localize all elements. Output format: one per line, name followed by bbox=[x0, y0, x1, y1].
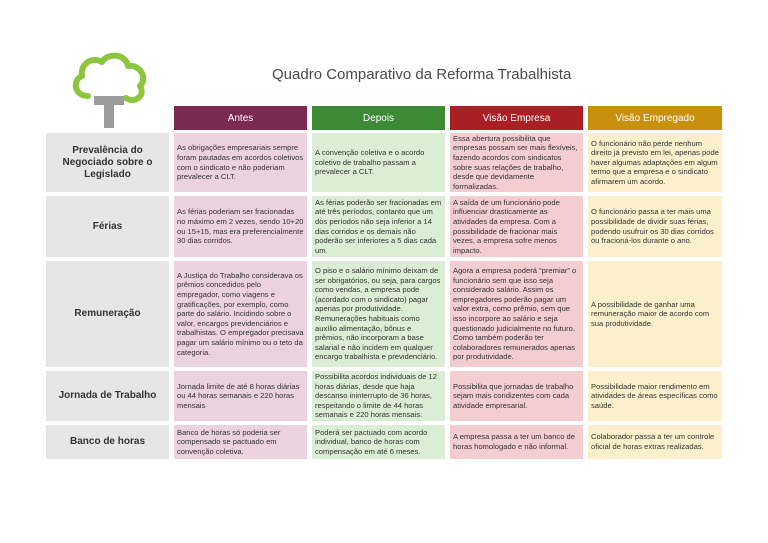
column-header-depois: Depois bbox=[312, 106, 445, 130]
column-header-visao-empresa: Visão Empresa bbox=[450, 106, 583, 130]
cell-negociado-empresa: Essa abertura possibilita que empresas possam ser mais flexíveis, fazendo acordos com sindicatos sobre suas relações de trabalho, desde que devidamente formalizadas. bbox=[450, 133, 583, 192]
cell-jornada-empresa: Possibilita que jornadas de trabalho sejam mais condizentes com cada atividade empresarial. bbox=[450, 371, 583, 421]
column-header-visao-empregado: Visão Empregado bbox=[588, 106, 722, 130]
cell-remuneracao-depois: O piso e o salário mínimo deixam de ser obrigatórios, ou seja, para cargos como vendas, a empresa pode (acordado com o sindicato) pagar apenas por produtividade. Remunerações habituais como auxílio alimentação, bônus e prêmios, não incorporam a base salarial e não incidem em qualquer encargo trabalhista e previdenciário. bbox=[312, 261, 445, 367]
cell-ferias-antes: As férias poderiam ser fracionadas no máximo em 2 vezes, sendo 10+20 ou 15+15, mas era preferencialmente 30 dias corridos. bbox=[174, 196, 307, 257]
cell-banco-antes: Banco de horas só poderia ser compensado se pactuado em convenção coletiva. bbox=[174, 425, 307, 459]
cell-negociado-antes: As obrigações empresariais sempre foram pautadas em acordos coletivos com o sindicato e não poderiam prevalecer a CLT. bbox=[174, 133, 307, 192]
cell-jornada-empregado: Possibilidade maior rendimento em atividades de áreas específicas como saúde. bbox=[588, 371, 722, 421]
cell-remuneracao-empresa: Agora a empresa poderá “premiar” o funcionário sem que isso seja considerado salário. Assim os empregadores poderão pagar um valor extra, como prêmio, sem que isso incorpore ao salário e seja questionado judicialmente no futuro. Como também poderão ter colaboradores remunerados apenas por produtividade. bbox=[450, 261, 583, 367]
cell-ferias-empregado: O funcionário passa a ter mais uma possibilidade de dividir suas férias, podendo usufruir os 30 dias corridos ou fracioná-los durante o ano. bbox=[588, 196, 722, 257]
cell-ferias-empresa: A saída de um funcionário pode influenciar drasticamente as atividades da empresa. Com a possibilidade de fracionar mais vezes, a empresa sofre menos impacto. bbox=[450, 196, 583, 257]
column-header-antes: Antes bbox=[174, 106, 307, 130]
cell-banco-empresa: A empresa passa a ter um banco de horas homologado e não informal. bbox=[450, 425, 583, 459]
row-label-banco-de-horas: Banco de horas bbox=[46, 425, 169, 459]
cell-remuneracao-empregado: A possibilidade de ganhar uma remuneração maior de acordo com sua produtividade. bbox=[588, 261, 722, 367]
cell-negociado-empregado: O funcionário não perde nenhum direito já previsto em lei, apenas pode haver algumas adaptações em algum termo que a empresa e o sindicato afirmarem um acordo. bbox=[588, 133, 722, 192]
cell-remuneracao-antes: A Justiça do Trabalho considerava os prêmios concedidos pelo empregador, como viagens e gratificações, por exemplo, como parte do salário. Incidindo sobre o valor, encargos previdenciários e trabalhistas. O empregador precisava pagar um salário mínimo ou o teto da categoria. bbox=[174, 261, 307, 367]
page-title: Quadro Comparativo da Reforma Trabalhista bbox=[272, 66, 572, 83]
tree-logo bbox=[68, 50, 150, 132]
row-label-negociado: Prevalência do Negociado sobre o Legislado bbox=[46, 133, 169, 192]
cell-negociado-depois: A convenção coletiva e o acordo coletivo de trabalho passam a prevalecer a CLT. bbox=[312, 133, 445, 192]
row-label-jornada: Jornada de Trabalho bbox=[46, 371, 169, 421]
row-label-remuneracao: Remuneração bbox=[46, 261, 169, 367]
cell-ferias-depois: As férias poderão ser fracionadas em até três períodos, contanto que um dos períodos não seja inferior a 14 dias corridos e os demais não poderão ser inferiores a 5 dias cada um. bbox=[312, 196, 445, 257]
cell-jornada-antes: Jornada limite de até 8 horas diárias ou 44 horas semanais e 220 horas mensais bbox=[174, 371, 307, 421]
cell-banco-empregado: Colaborador passa a ter um controle oficial de horas extras realizadas. bbox=[588, 425, 722, 459]
cell-banco-depois: Poderá ser pactuado com acordo individual, banco de horas com compensação em até 6 meses. bbox=[312, 425, 445, 459]
row-label-ferias: Férias bbox=[46, 196, 169, 257]
cell-jornada-depois: Possibilita acordos individuais de 12 horas diárias, desde que haja descanso ininterrupto de 36 horas, respeitando o limite de 44 horas semanais e 220 horas mensais. bbox=[312, 371, 445, 421]
